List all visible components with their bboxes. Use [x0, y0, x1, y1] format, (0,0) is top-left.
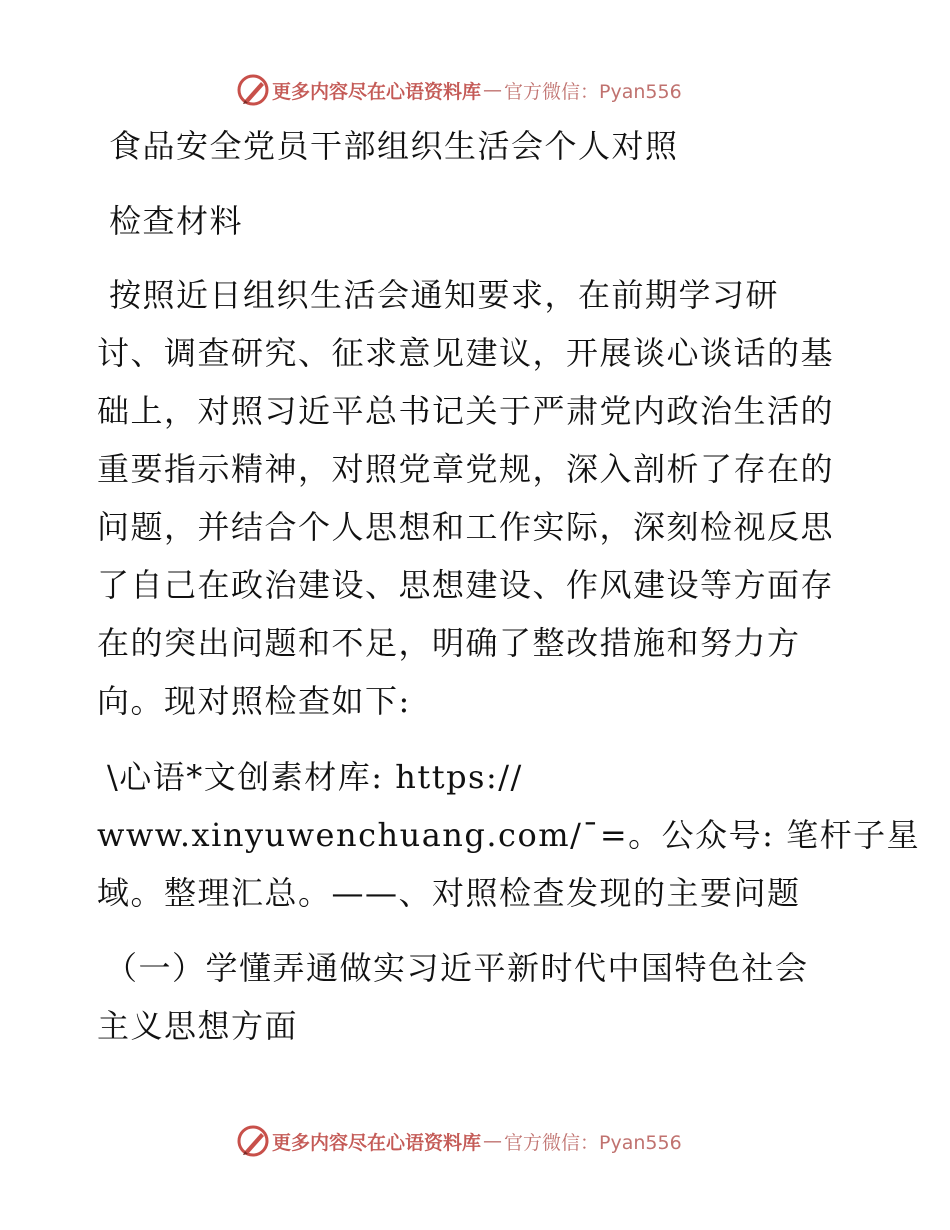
watermark-contact: 官方微信：Pyan556 [504, 80, 682, 103]
title-line-1: 食品安全党员干部组织生活会个人对照 [109, 127, 679, 165]
watermark-brand: 更多内容尽在心语资料库 [272, 80, 482, 103]
section-heading-line: 主义思想方面 [97, 1007, 299, 1045]
title-line-2: 检查材料 [109, 202, 244, 240]
paragraph-line: 础上，对照习近平总书记关于严肃党内政治生活的 [97, 392, 835, 430]
pen-logo-icon [236, 1124, 270, 1158]
watermark-contact: 官方微信：Pyan556 [504, 1131, 682, 1154]
source-line: www.xinyuwenchuang.com/¯=。公众号: 笔杆子星 [97, 816, 921, 854]
paragraph-line: 问题，并结合个人思想和工作实际，深刻检视反思 [97, 508, 835, 546]
section-heading-line: （一）学懂弄通做实习近平新时代中国特色社会 [105, 949, 809, 987]
watermark-separator: — [483, 1130, 503, 1152]
watermark-header [236, 73, 682, 107]
paragraph-line: 讨、调查研究、征求意见建议，开展谈心谈话的基 [97, 334, 835, 372]
paragraph-line: 向。现对照检查如下: [97, 682, 411, 720]
paragraph-line: 了自己在政治建设、思想建设、作风建设等方面存 [97, 566, 835, 604]
watermark-footer [236, 1124, 682, 1158]
source-line: \心语*文创素材库: https:// [107, 758, 523, 796]
paragraph-line: 按照近日组织生活会通知要求，在前期学习研 [109, 276, 780, 314]
source-line: 域。整理汇总。——、对照检查发现的主要问题 [97, 874, 801, 912]
paragraph-line: 重要指示精神，对照党章党规，深入剖析了存在的 [97, 450, 835, 488]
pen-logo-icon [236, 73, 270, 107]
paragraph-line: 在的突出问题和不足，明确了整改措施和努力方 [97, 624, 801, 662]
watermark-brand: 更多内容尽在心语资料库 [272, 1131, 482, 1154]
watermark-separator: — [483, 79, 503, 101]
